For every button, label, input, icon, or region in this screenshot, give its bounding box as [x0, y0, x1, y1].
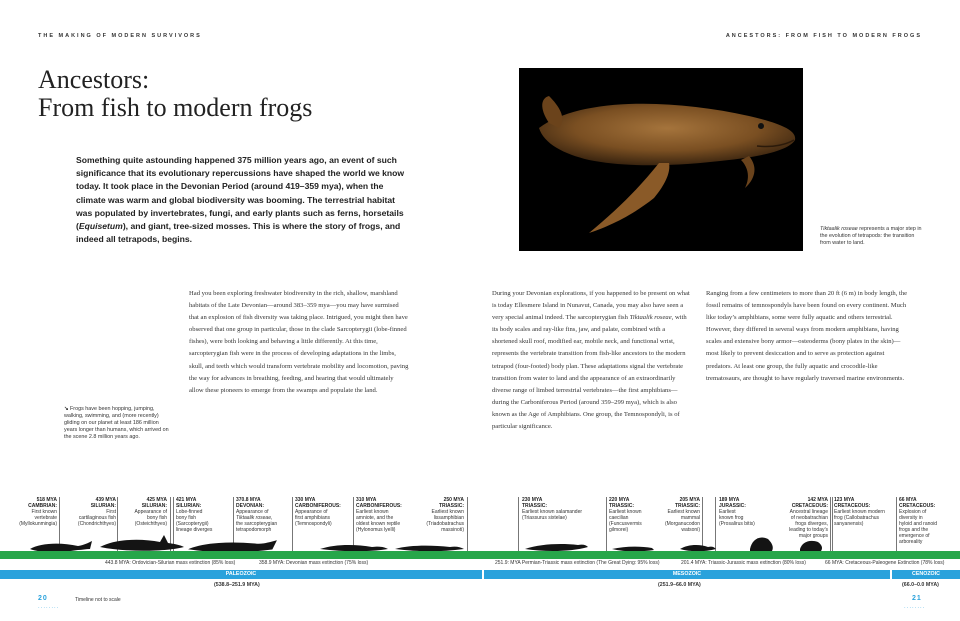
entry-line: First [106, 509, 116, 515]
entry-line: Appearance of [236, 509, 269, 515]
entry-period: CRETACEOUS: [834, 503, 871, 509]
body-col2-text-2: with its body scales and ray-like fins, jaw, and palate, combined with a shortened skull roof, modified ear, mobile neck, and functional wrist, represents the vertebrate transition from fish-like ancestors to the modern tetrapod (four-footed) body plan. These adaptations signal the vertebrate transition from water to land and the appearance of an extraordinarily diverse range of limbed terrestrial vertebrates—the first amphibians—during the Carboniferous Period (around 359–299 mya), which is also known as the Age of Amphibians. One group, the Temnospondyli, is of particular significance. [492, 314, 687, 431]
entry-line: Earliest known [356, 509, 389, 515]
entry-line: First known [31, 509, 57, 515]
extinction-label-4: 201.4 MYA: Triassic-Jurassic mass extinction (80% loss) [681, 560, 806, 566]
entry-period: CRETACEOUS: [899, 503, 936, 509]
entry-line: (Triadobatrachus [426, 521, 464, 527]
entry-line: (Myllokunmingia) [19, 521, 57, 527]
entry-line: Explosion of [899, 509, 927, 515]
page-title [38, 66, 312, 122]
entry-line: arboreality [899, 539, 923, 545]
entry-mya: 421 MYA [176, 497, 197, 503]
body-column-1: Had you been exploring freshwater biodiversity in the rich, shallow, marshland habitats of the Late Devonian—around 383–359 mya—you may have surmised that an explosion of fish diversity was taking place. Intrigued, you might then have observed that one group in particular, those in the clade Sarcopterygii (lobe-finned fishes), were both looking and behaving a little differently. At this time, sarcopterygian fish were in the process of developing adaptations in the limbs, skull, and teeth which would transform vertebrate mobility and locomotion, paving the way for advances in breathing, feeding, and hearing that would ultimately allow these pioneers to emerge from the swamps and populate the land. [189, 290, 409, 394]
page-number-dots-right: ········ [904, 605, 926, 611]
entry-line: (Osteichthyes) [134, 521, 167, 527]
body-col2-italic: Tiktaalik roseae, [629, 314, 674, 322]
entry-mya: 142 MYA [807, 497, 828, 503]
entry-period: SILURIAN: [141, 503, 167, 509]
timeline-entry-cretaceous-2 [834, 497, 896, 527]
entry-line: of neobatrachian [790, 515, 828, 521]
entry-line: tetrapodomorph [236, 527, 272, 533]
entry-line: Ancestral lineage [789, 509, 828, 515]
shark-silhouette [100, 535, 184, 551]
entry-line: vertebrate [34, 515, 57, 521]
entry-period: JURASSIC: [719, 503, 746, 509]
entry-line: Earliest known [431, 509, 464, 515]
entry-period: TRIASSIC: [609, 503, 634, 509]
entry-line: Appearance of [134, 509, 167, 515]
entry-line: diversity in [899, 515, 923, 521]
entry-line: Appearance of [295, 509, 328, 515]
entry-line: caecilian [609, 515, 629, 521]
era-cenozoic-range: (66.0–0.0 MYA) [902, 582, 939, 588]
photo-caption-text: represents a major step in the evolution of tetrapods: the transition from water to land. [820, 226, 922, 246]
timeline-entry-cambrian [2, 497, 57, 527]
extinction-label-1: 443.8 MYA: Ordovician-Silurian mass extinction (85% loss) [105, 560, 236, 566]
frog-silhouette [750, 537, 773, 551]
entry-line: Earliest [719, 509, 736, 515]
entry-line: (Morganucodon [664, 521, 700, 527]
side-caption [64, 406, 170, 441]
entry-mya: 189 MYA [719, 497, 740, 503]
page-number-left: 20 [38, 595, 48, 602]
entry-line: gilmorei) [609, 527, 629, 533]
entry-line: major groups [798, 533, 828, 539]
timeline-entry-silurian-2 [119, 497, 167, 527]
entry-line: Earliest known salamander [522, 509, 583, 515]
entry-line: frog (Callobatrachus [834, 515, 880, 521]
era-mesozoic: MESOZOIC [484, 570, 890, 579]
entry-period: CARBONIFEROUS: [295, 503, 341, 509]
tiktaalik-photo [519, 68, 803, 251]
entry-line: (Hylonomus lyelli) [356, 527, 396, 533]
salamander-silhouette [525, 544, 588, 551]
entry-mya: 425 MYA [146, 497, 167, 503]
intro-text-1: Something quite astounding happened 375 million years ago, an event of such significance that its evolutionary repercussions have shaped the world we know today. It took place in the Devonian Period (around 419–359 mya), when the climate was warm and global biodiversity was booming. The terrestrial habitat was populated by invertebrates, fungi, and early plants such as ferns, horsetails ( [76, 155, 405, 232]
extinction-label-5: 66 MYA: Cretaceous-Paleogene Extinction (78% loss) [825, 560, 945, 566]
entry-line: lissamphibian [433, 515, 464, 521]
body-column-2 [492, 288, 692, 433]
entry-period: CARBONIFEROUS: [356, 503, 402, 509]
entry-mya: 123 MYA [834, 497, 855, 503]
entry-line: (Funcusvermis [609, 521, 642, 527]
entry-period: SILURIAN: [90, 503, 116, 509]
entry-line: mammal [680, 515, 700, 521]
entry-line: sanyanensis) [834, 521, 864, 527]
entry-line: emergence of [899, 533, 930, 539]
entry-period: TRIASSIC: [439, 503, 464, 509]
running-header-right: ANCESTORS: FROM FISH TO MODERN FROGS [725, 33, 922, 39]
entry-line: (Sarcopterygii) [176, 521, 209, 527]
title-line-1: Ancestors: [38, 65, 150, 94]
entry-line: known frog [719, 515, 744, 521]
extinction-label-3: 251.9: MYA Permian-Triassic mass extinction (The Great Dying: 95% loss) [495, 560, 660, 566]
body-column-3: Ranging from a few centimeters to more than 20 ft (6 m) in body length, the fossil remains of temnospondyls have been found on every continent. Much like today’s amphibians, some were fully aquatic and others terrestrial. However, they differed in several ways from modern amphibians, having scales and extensive bony armor—osteoderms (bony plates in the skin)—most likely to prevent desiccation and to serve as protection against predators. At least one group, the fully aquatic and crocodile-like trematosaurs, are thought to have regularly traversed marine environments. [706, 290, 908, 382]
page-number-dots-left: ········ [38, 605, 60, 611]
entry-line: lineage diverges [176, 527, 213, 533]
entry-line: (Temnospondyli) [295, 521, 332, 527]
entry-mya: 230 MYA [522, 497, 543, 503]
body-col2-text-1: During your Devonian explorations, if you happened to be present on what is today Ellesmere Island in Nunavut, Canada, you may also have seen a very special animal indeed. The sarcopterygian fish [492, 290, 690, 322]
entry-line: (Chondrichthyes) [77, 521, 116, 527]
entry-line: first amphibians [295, 515, 331, 521]
entry-line: Tiktaalik roseae, [236, 515, 273, 521]
entry-mya: 518 MYA [36, 497, 57, 503]
entry-line: (Triassurus sixtelae) [522, 515, 567, 521]
timeline-entry-silurian-1 [62, 497, 116, 527]
intro-paragraph [76, 154, 406, 246]
timeline-ground [0, 551, 960, 559]
entry-line: amniote, and the [356, 515, 394, 521]
arrow-icon: ↘ [64, 406, 71, 412]
entry-mya: 310 MYA [356, 497, 377, 503]
entry-mya: 439 MYA [95, 497, 116, 503]
extinction-label-2: 358.9 MYA: Devonian mass extinction (75% loss) [259, 560, 369, 566]
photo-caption-italic: Tiktaalik roseae [820, 226, 858, 232]
entry-line: Earliest known [667, 509, 700, 515]
entry-line: hyloid and ranoid [899, 521, 938, 527]
entry-line: (Prosalirus bitis) [719, 521, 755, 527]
entry-line: bony fish [146, 515, 167, 521]
entry-mya: 220 MYA [609, 497, 630, 503]
era-paleozoic: PALEOZOIC [0, 570, 482, 579]
entry-period: CAMBRIAN: [28, 503, 57, 509]
era-cenozoic: CENOZOIC [892, 570, 960, 579]
timeline-entry-carboniferous-1 [295, 497, 351, 527]
entry-period: TRIASSIC: [675, 503, 700, 509]
intro-text-2: ), and giant, tree-sized mosses. This is where the story of frogs, and indeed all tetrapods, begins. [76, 221, 401, 245]
timeline-note: Timeline not to scale [75, 597, 121, 603]
timeline-entry-triassic-2 [522, 497, 602, 521]
entry-mya: 205 MYA [679, 497, 700, 503]
entry-period: TRIASSIC: [522, 503, 547, 509]
entry-line: bony fish [176, 515, 197, 521]
entry-mya: 250 MYA [443, 497, 464, 503]
entry-period: DEVONIAN: [236, 503, 265, 509]
era-mesozoic-range: (251.9–66.0 MYA) [658, 582, 701, 588]
entry-period: SILURIAN: [176, 503, 202, 509]
entry-period: CRETACEOUS: [791, 503, 828, 509]
photo-caption [820, 226, 925, 247]
side-caption-text: Frogs have been hopping, jumping, walking, swimming, and (more recently) gliding on our planet at least 186 million years longer than humans, which arrived on the scene 2.8 million years ago. [64, 406, 169, 440]
entry-line: cartilaginous fish [78, 515, 116, 521]
era-paleozoic-range: (538.8–251.9 MYA) [214, 582, 260, 588]
entry-line: Lobe-finned [176, 509, 203, 515]
entry-mya: 66 MYA [899, 497, 917, 503]
entry-line: oldest known reptile [356, 521, 401, 527]
entry-line: watsoni) [681, 527, 700, 533]
entry-line: frogs and the [899, 527, 929, 533]
page-number-right: 21 [912, 595, 922, 602]
entry-line: leading to today’s [789, 527, 828, 533]
entry-line: massinoti) [441, 527, 464, 533]
entry-mya: 370.8 MYA [236, 497, 261, 503]
entry-mya: 330 MYA [295, 497, 316, 503]
running-header-left: THE MAKING OF MODERN SURVIVORS [38, 33, 202, 39]
title-line-2: From fish to modern frogs [38, 93, 313, 122]
modern-frog-silhouette [800, 541, 822, 551]
intro-italic: Equisetum [78, 221, 123, 232]
entry-line: Earliest known [609, 509, 642, 515]
entry-line: the sarcopterygian [236, 521, 278, 527]
entry-line: Earliest known modern [834, 509, 885, 515]
entry-line: frogs diverges, [795, 521, 828, 527]
